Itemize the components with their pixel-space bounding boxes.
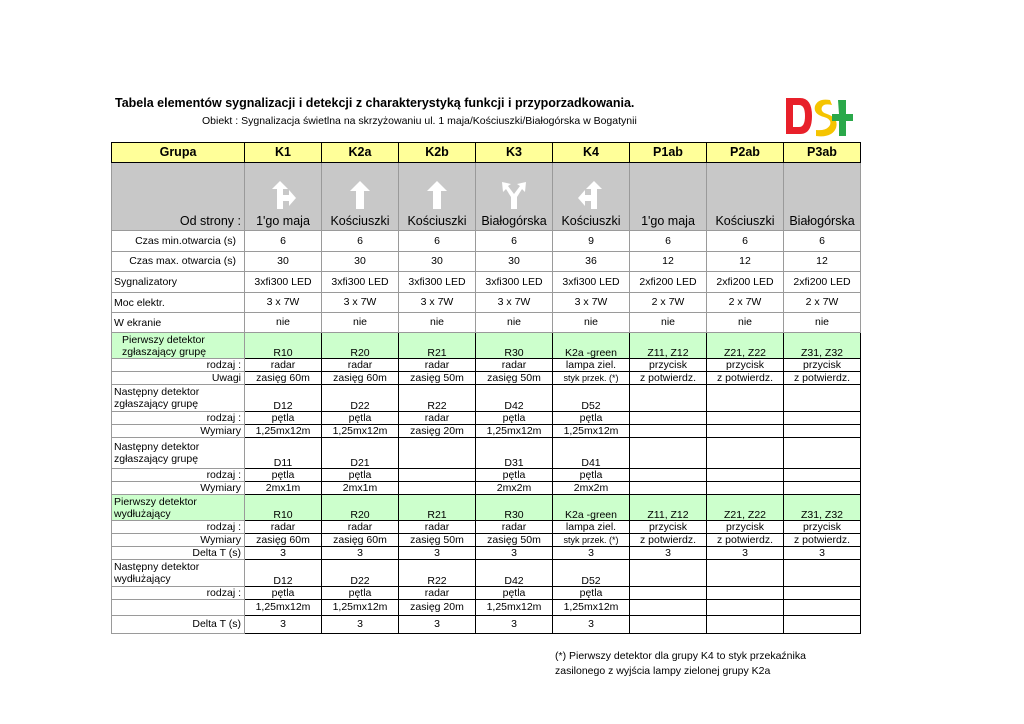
row-value: radar [399, 412, 476, 425]
row-label-line: Moc elektr. [114, 296, 165, 309]
row-label-line: Pierwszy detektor [114, 495, 197, 508]
row-label-line: wydłużający [114, 507, 171, 520]
row-value: D42 [476, 385, 553, 412]
row-value: 3 x 7W [553, 293, 630, 313]
row-value: D52 [553, 560, 630, 587]
row-value: D21 [322, 438, 399, 469]
row-ext-det-kind [112, 521, 861, 534]
row-label [112, 469, 245, 482]
arrow-placeholder [786, 179, 858, 215]
row-label-line: Następny detektor [114, 386, 200, 398]
row-label [112, 587, 245, 600]
row-value: 2mx1m [322, 482, 399, 495]
row-value: przycisk [630, 359, 707, 372]
left-right-arrow-icon [500, 179, 528, 211]
row-value: radar [476, 521, 553, 534]
row-value: 2 x 7W [630, 293, 707, 313]
row-label [112, 272, 245, 293]
row-label-line: wydłużający [114, 573, 171, 585]
signal-elements-table [111, 142, 861, 634]
row-label-line: rodzaj : [206, 520, 241, 533]
row-value: 1,25mx12m [245, 425, 322, 438]
row-value: 3xfi300 LED [553, 272, 630, 293]
row-label-line: Pierwszy detektor [122, 333, 205, 346]
row-value: 6 [245, 231, 322, 252]
row-label-line: Delta T (s) [192, 546, 241, 559]
row-label [112, 333, 245, 359]
row-value: z potwierdz. [707, 534, 784, 547]
row-power [112, 293, 861, 313]
arrow-placeholder [709, 179, 781, 215]
row-value: 30 [322, 252, 399, 272]
row-label [112, 231, 245, 252]
row-value: K2a -green [553, 333, 630, 359]
row-value [630, 469, 707, 482]
row-label-line: zgłaszający grupę [122, 345, 207, 358]
direction-name: Kościuszki [561, 213, 621, 228]
row-next-det2 [112, 438, 861, 469]
row-label [112, 293, 245, 313]
group-header-cell: K4 [553, 143, 630, 163]
row-value: 3 [707, 547, 784, 560]
row-value: nie [784, 313, 861, 333]
group-header-cell: P1ab [630, 143, 707, 163]
row-value: nie [707, 313, 784, 333]
row-label-line: Wymiary [200, 533, 241, 546]
row-value [784, 425, 861, 438]
page-title: Tabela elementów sygnalizacji i detekcji z charakterystyką funkcji i przyporzadkowania. [115, 96, 635, 110]
row-value: pętla [476, 587, 553, 600]
direction-name: 1'go maja [641, 213, 695, 228]
row-value: Z31, Z32 [784, 333, 861, 359]
row-value: pętla [476, 469, 553, 482]
row-value [707, 385, 784, 412]
row-label-line: rodzaj : [206, 586, 241, 599]
row-value: 6 [322, 231, 399, 252]
row-value: zasięg 60m [245, 372, 322, 385]
row-value: 3 [322, 547, 399, 560]
row-label-line: rodzaj : [206, 468, 241, 481]
row-value: R10 [245, 495, 322, 521]
row-value: 6 [476, 231, 553, 252]
row-value: zasięg 60m [245, 534, 322, 547]
row-label-line: Uwagi [211, 371, 241, 384]
row-value: 3 [630, 547, 707, 560]
row-value: pętla [245, 587, 322, 600]
row-value: 3xfi300 LED [322, 272, 399, 293]
row-value: pętla [245, 469, 322, 482]
row-value: 2 x 7W [784, 293, 861, 313]
row-value: 6 [784, 231, 861, 252]
row-value: nie [476, 313, 553, 333]
row-value [784, 616, 861, 634]
row-value [630, 412, 707, 425]
row-value: radar [245, 359, 322, 372]
row-next-det1-kind [112, 412, 861, 425]
row-value: radar [245, 521, 322, 534]
row-ext-det [112, 495, 861, 521]
row-value [784, 412, 861, 425]
object-subtitle: Obiekt : Sygnalizacja świetlna na skrzyżowaniu ul. 1 maja/Kościuszki/Białogórska w Bogatynii [202, 115, 637, 127]
row-value [630, 438, 707, 469]
row-value: nie [322, 313, 399, 333]
footnote-line1: (*) Pierwszy detektor dla grupy K4 to styk przekaźnika [555, 650, 806, 662]
row-value: przycisk [784, 359, 861, 372]
arrow-placeholder [632, 179, 704, 215]
row-value: pętla [553, 587, 630, 600]
row-value: 2mx2m [553, 482, 630, 495]
row-first-det [112, 333, 861, 359]
row-value: radar [476, 359, 553, 372]
row-value: 1,25mx12m [476, 425, 553, 438]
row-label-line: Następny detektor [114, 561, 200, 573]
row-value: 3 x 7W [245, 293, 322, 313]
group-header-cell: K1 [245, 143, 322, 163]
row-value: 3 [553, 616, 630, 634]
direction-cell [245, 163, 322, 231]
row-label [112, 495, 245, 521]
row-value: Z21, Z22 [707, 333, 784, 359]
row-value: nie [399, 313, 476, 333]
row-next-ext-dim [112, 600, 861, 616]
row-value: z potwierdz. [630, 534, 707, 547]
row-value: 3xfi300 LED [245, 272, 322, 293]
row-value: 12 [707, 252, 784, 272]
row-value [630, 600, 707, 616]
row-value: 1,25mx12m [322, 600, 399, 616]
row-value: zasięg 50m [476, 372, 553, 385]
row-value: R21 [399, 333, 476, 359]
row-value: D22 [322, 385, 399, 412]
row-value: 9 [553, 231, 630, 252]
row-value [784, 438, 861, 469]
row-value: D12 [245, 385, 322, 412]
row-value [784, 482, 861, 495]
row-label [112, 438, 245, 469]
row-label [112, 359, 245, 372]
row-min-open [112, 231, 861, 252]
row-value: 1,25mx12m [553, 425, 630, 438]
row-value: pętla [322, 469, 399, 482]
row-value: zasięg 50m [399, 372, 476, 385]
row-value: 6 [707, 231, 784, 252]
row-value [707, 600, 784, 616]
row-value: nie [630, 313, 707, 333]
row-value: zasięg 60m [322, 534, 399, 547]
row-value: K2a -green [553, 495, 630, 521]
group-header-label: Grupa [112, 143, 245, 163]
row-label-line: Następny detektor [114, 441, 200, 453]
row-value [707, 438, 784, 469]
row-value [784, 587, 861, 600]
group-header-cell: K3 [476, 143, 553, 163]
row-value: R30 [476, 333, 553, 359]
row-label [112, 372, 245, 385]
row-value: przycisk [784, 521, 861, 534]
footnote [555, 649, 806, 679]
row-next-ext [112, 560, 861, 587]
straight-arrow-icon [423, 179, 451, 211]
row-value: Z21, Z22 [707, 495, 784, 521]
row-next-ext-kind [112, 587, 861, 600]
row-value: 1,25mx12m [553, 600, 630, 616]
direction-cell [399, 163, 476, 231]
row-value: lampa ziel. [553, 359, 630, 372]
row-value: R22 [399, 560, 476, 587]
row-value [707, 469, 784, 482]
direction-cell [707, 163, 784, 231]
row-value: z potwierdz. [784, 372, 861, 385]
direction-name: Białogórska [481, 213, 547, 228]
row-value: przycisk [630, 521, 707, 534]
row-label-line: Czas min.otwarcia (s) [135, 234, 236, 247]
row-label-line: W ekranie [114, 316, 162, 329]
footnote-line2: zasilonego z wyjścia lampy zielonej grupy K2a [555, 665, 771, 677]
row-value: 1,25mx12m [322, 425, 399, 438]
row-value: 3 [245, 547, 322, 560]
row-value: 3 [784, 547, 861, 560]
row-next-ext-delta [112, 616, 861, 634]
row-value: D11 [245, 438, 322, 469]
row-value: Z11, Z12 [630, 333, 707, 359]
group-header-cell: K2a [322, 143, 399, 163]
row-label [112, 313, 245, 333]
row-value: 6 [630, 231, 707, 252]
row-value [630, 587, 707, 600]
row-value: styk przek. (*) [553, 534, 630, 547]
row-label [112, 616, 245, 634]
row-next-det1-dim [112, 425, 861, 438]
row-value: zasięg 60m [322, 372, 399, 385]
row-value: 3xfi300 LED [476, 272, 553, 293]
group-header-cell: P3ab [784, 143, 861, 163]
row-value: D12 [245, 560, 322, 587]
row-value: pętla [322, 412, 399, 425]
row-value: R30 [476, 495, 553, 521]
direction-name: Kościuszki [330, 213, 390, 228]
row-value: zasięg 20m [399, 600, 476, 616]
row-label-line: zgłaszający grupę [114, 398, 199, 410]
row-value: z potwierdz. [784, 534, 861, 547]
row-value: 30 [476, 252, 553, 272]
row-value: 36 [553, 252, 630, 272]
row-value: 2xfi200 LED [784, 272, 861, 293]
row-label [112, 385, 245, 412]
row-value [630, 425, 707, 438]
row-value: 3 [399, 616, 476, 634]
row-value: 12 [784, 252, 861, 272]
row-value [784, 560, 861, 587]
row-value: radar [322, 521, 399, 534]
row-value [784, 469, 861, 482]
group-header-cell: K2b [399, 143, 476, 163]
row-value: pętla [476, 412, 553, 425]
row-value: nie [245, 313, 322, 333]
row-value: R22 [399, 385, 476, 412]
row-value: 2mx1m [245, 482, 322, 495]
row-next-det2-kind [112, 469, 861, 482]
direction-label: Od strony : [112, 163, 245, 231]
row-value: zasięg 50m [399, 534, 476, 547]
row-signals [112, 272, 861, 293]
row-value [399, 469, 476, 482]
row-label-line: Czas max. otwarcia (s) [129, 255, 236, 268]
row-label-line: Delta T (s) [192, 618, 241, 631]
row-value: przycisk [707, 521, 784, 534]
row-value: nie [553, 313, 630, 333]
group-header-row [112, 143, 861, 163]
row-value: Z11, Z12 [630, 495, 707, 521]
row-value [399, 482, 476, 495]
row-value: 6 [399, 231, 476, 252]
row-value: radar [399, 359, 476, 372]
row-value: z potwierdz. [707, 372, 784, 385]
row-value: D22 [322, 560, 399, 587]
row-value: zasięg 20m [399, 425, 476, 438]
row-value: 3 [399, 547, 476, 560]
row-value [784, 385, 861, 412]
row-value: 30 [245, 252, 322, 272]
row-value: D41 [553, 438, 630, 469]
direction-cell [322, 163, 399, 231]
row-value [630, 616, 707, 634]
row-value: 3 [245, 616, 322, 634]
row-value: radar [399, 587, 476, 600]
row-screen [112, 313, 861, 333]
row-value: Z31, Z32 [784, 495, 861, 521]
row-value: D52 [553, 385, 630, 412]
row-label-line: Wymiary [200, 481, 241, 494]
row-label-line: Sygnalizatory [114, 276, 178, 288]
dsa-logo [782, 92, 854, 140]
direction-name: 1'go maja [256, 213, 310, 228]
row-value: R20 [322, 495, 399, 521]
row-label [112, 412, 245, 425]
row-label [112, 600, 245, 616]
direction-cell [784, 163, 861, 231]
row-value: radar [322, 359, 399, 372]
row-value: D42 [476, 560, 553, 587]
row-label [112, 534, 245, 547]
row-value: 3xfi300 LED [399, 272, 476, 293]
row-value: 3 [476, 547, 553, 560]
row-ext-det-dim [112, 534, 861, 547]
direction-row [112, 163, 861, 231]
row-value: D31 [476, 438, 553, 469]
row-label [112, 482, 245, 495]
row-value: 3 x 7W [322, 293, 399, 313]
row-value: 3 [553, 547, 630, 560]
direction-name: Białogórska [789, 213, 855, 228]
row-value: styk przek. (*) [553, 372, 630, 385]
row-value: lampa ziel. [553, 521, 630, 534]
row-first-det-kind [112, 359, 861, 372]
row-label [112, 560, 245, 587]
row-value [707, 560, 784, 587]
row-next-det1 [112, 385, 861, 412]
row-value [399, 438, 476, 469]
row-value: 3 [322, 616, 399, 634]
direction-name: Kościuszki [715, 213, 775, 228]
straight-arrow-icon [346, 179, 374, 211]
row-value: R21 [399, 495, 476, 521]
row-value [707, 412, 784, 425]
row-value: 3 [476, 616, 553, 634]
row-value: z potwierdz. [630, 372, 707, 385]
direction-name: Kościuszki [407, 213, 467, 228]
row-ext-det-delta [112, 547, 861, 560]
row-label [112, 547, 245, 560]
row-value: pętla [322, 587, 399, 600]
row-value [630, 482, 707, 495]
row-value: 2xfi200 LED [707, 272, 784, 293]
row-label-line: rodzaj : [206, 358, 241, 371]
row-value: 1,25mx12m [245, 600, 322, 616]
row-value [784, 600, 861, 616]
direction-cell [476, 163, 553, 231]
row-value: 1,25mx12m [476, 600, 553, 616]
row-value: pętla [245, 412, 322, 425]
row-value: 2xfi200 LED [630, 272, 707, 293]
row-label-line: zgłaszający grupę [114, 453, 199, 465]
row-label [112, 425, 245, 438]
row-value [707, 616, 784, 634]
group-header-cell: P2ab [707, 143, 784, 163]
row-value: R10 [245, 333, 322, 359]
direction-cell [630, 163, 707, 231]
row-value: przycisk [707, 359, 784, 372]
row-value [707, 425, 784, 438]
row-value: pętla [553, 469, 630, 482]
row-first-det-note [112, 372, 861, 385]
row-value [630, 560, 707, 587]
row-next-det2-dim [112, 482, 861, 495]
direction-cell [553, 163, 630, 231]
left-straight-arrow-icon [577, 179, 605, 211]
row-value: pętla [553, 412, 630, 425]
row-value: 3 x 7W [399, 293, 476, 313]
row-value: 12 [630, 252, 707, 272]
row-label-line: Wymiary [200, 424, 241, 437]
row-value: 3 x 7W [476, 293, 553, 313]
row-value: zasięg 50m [476, 534, 553, 547]
row-value: 2 x 7W [707, 293, 784, 313]
row-value [707, 587, 784, 600]
straight-right-arrow-icon [269, 179, 297, 211]
row-value [630, 385, 707, 412]
row-label [112, 252, 245, 272]
row-value [707, 482, 784, 495]
row-label [112, 521, 245, 534]
row-value: R20 [322, 333, 399, 359]
row-label-line: rodzaj : [206, 411, 241, 424]
row-value: radar [399, 521, 476, 534]
row-value: 2mx2m [476, 482, 553, 495]
row-value: 30 [399, 252, 476, 272]
row-max-open [112, 252, 861, 272]
